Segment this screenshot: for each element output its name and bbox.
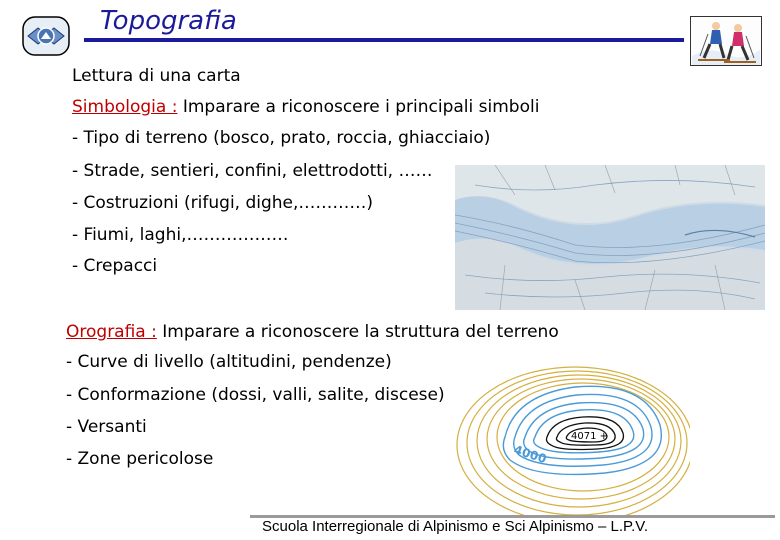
title-underline [84,38,684,42]
orografia-item: - Curve di livello (altitudini, pendenze) [66,352,392,372]
contour-lines-diagram [455,355,690,515]
simbologia-item: - Fiumi, laghi,……………… [72,225,289,245]
simbologia-item: - Strade, sentieri, confini, elettrodotti, …… [72,161,433,181]
simbologia-line [72,97,539,117]
orografia-item: - Versanti [66,417,147,437]
orografia-heading: Orografia : [66,322,157,342]
skiers-illustration [690,16,762,66]
simbologia-item: - Crepacci [72,256,158,276]
orografia-item: - Conformazione (dossi, valli, salite, discese) [66,385,445,405]
orografia-line [66,322,559,342]
simbologia-heading: Simbologia : [72,97,178,117]
peak-elevation-label: 4071 + [571,431,609,442]
orografia-text: Imparare a riconoscere la struttura del terreno [156,322,559,342]
simbologia-text: Imparare a riconoscere i principali simboli [177,97,540,117]
contour-elevation-label: 4000 [512,442,549,467]
footer-text: Scuola Interregionale di Alpinismo e Sci Alpinismo – L.P.V. [262,518,649,535]
topographic-map-image [455,165,765,310]
page-title: Topografia [100,6,237,36]
club-logo [22,16,70,56]
simbologia-item: - Costruzioni (rifugi, dighe,…………) [72,193,374,213]
orografia-item: - Zone pericolose [66,449,214,469]
intro-line: Lettura di una carta [72,66,241,86]
simbologia-item: - Tipo di terreno (bosco, prato, roccia, ghiacciaio) [72,128,491,148]
